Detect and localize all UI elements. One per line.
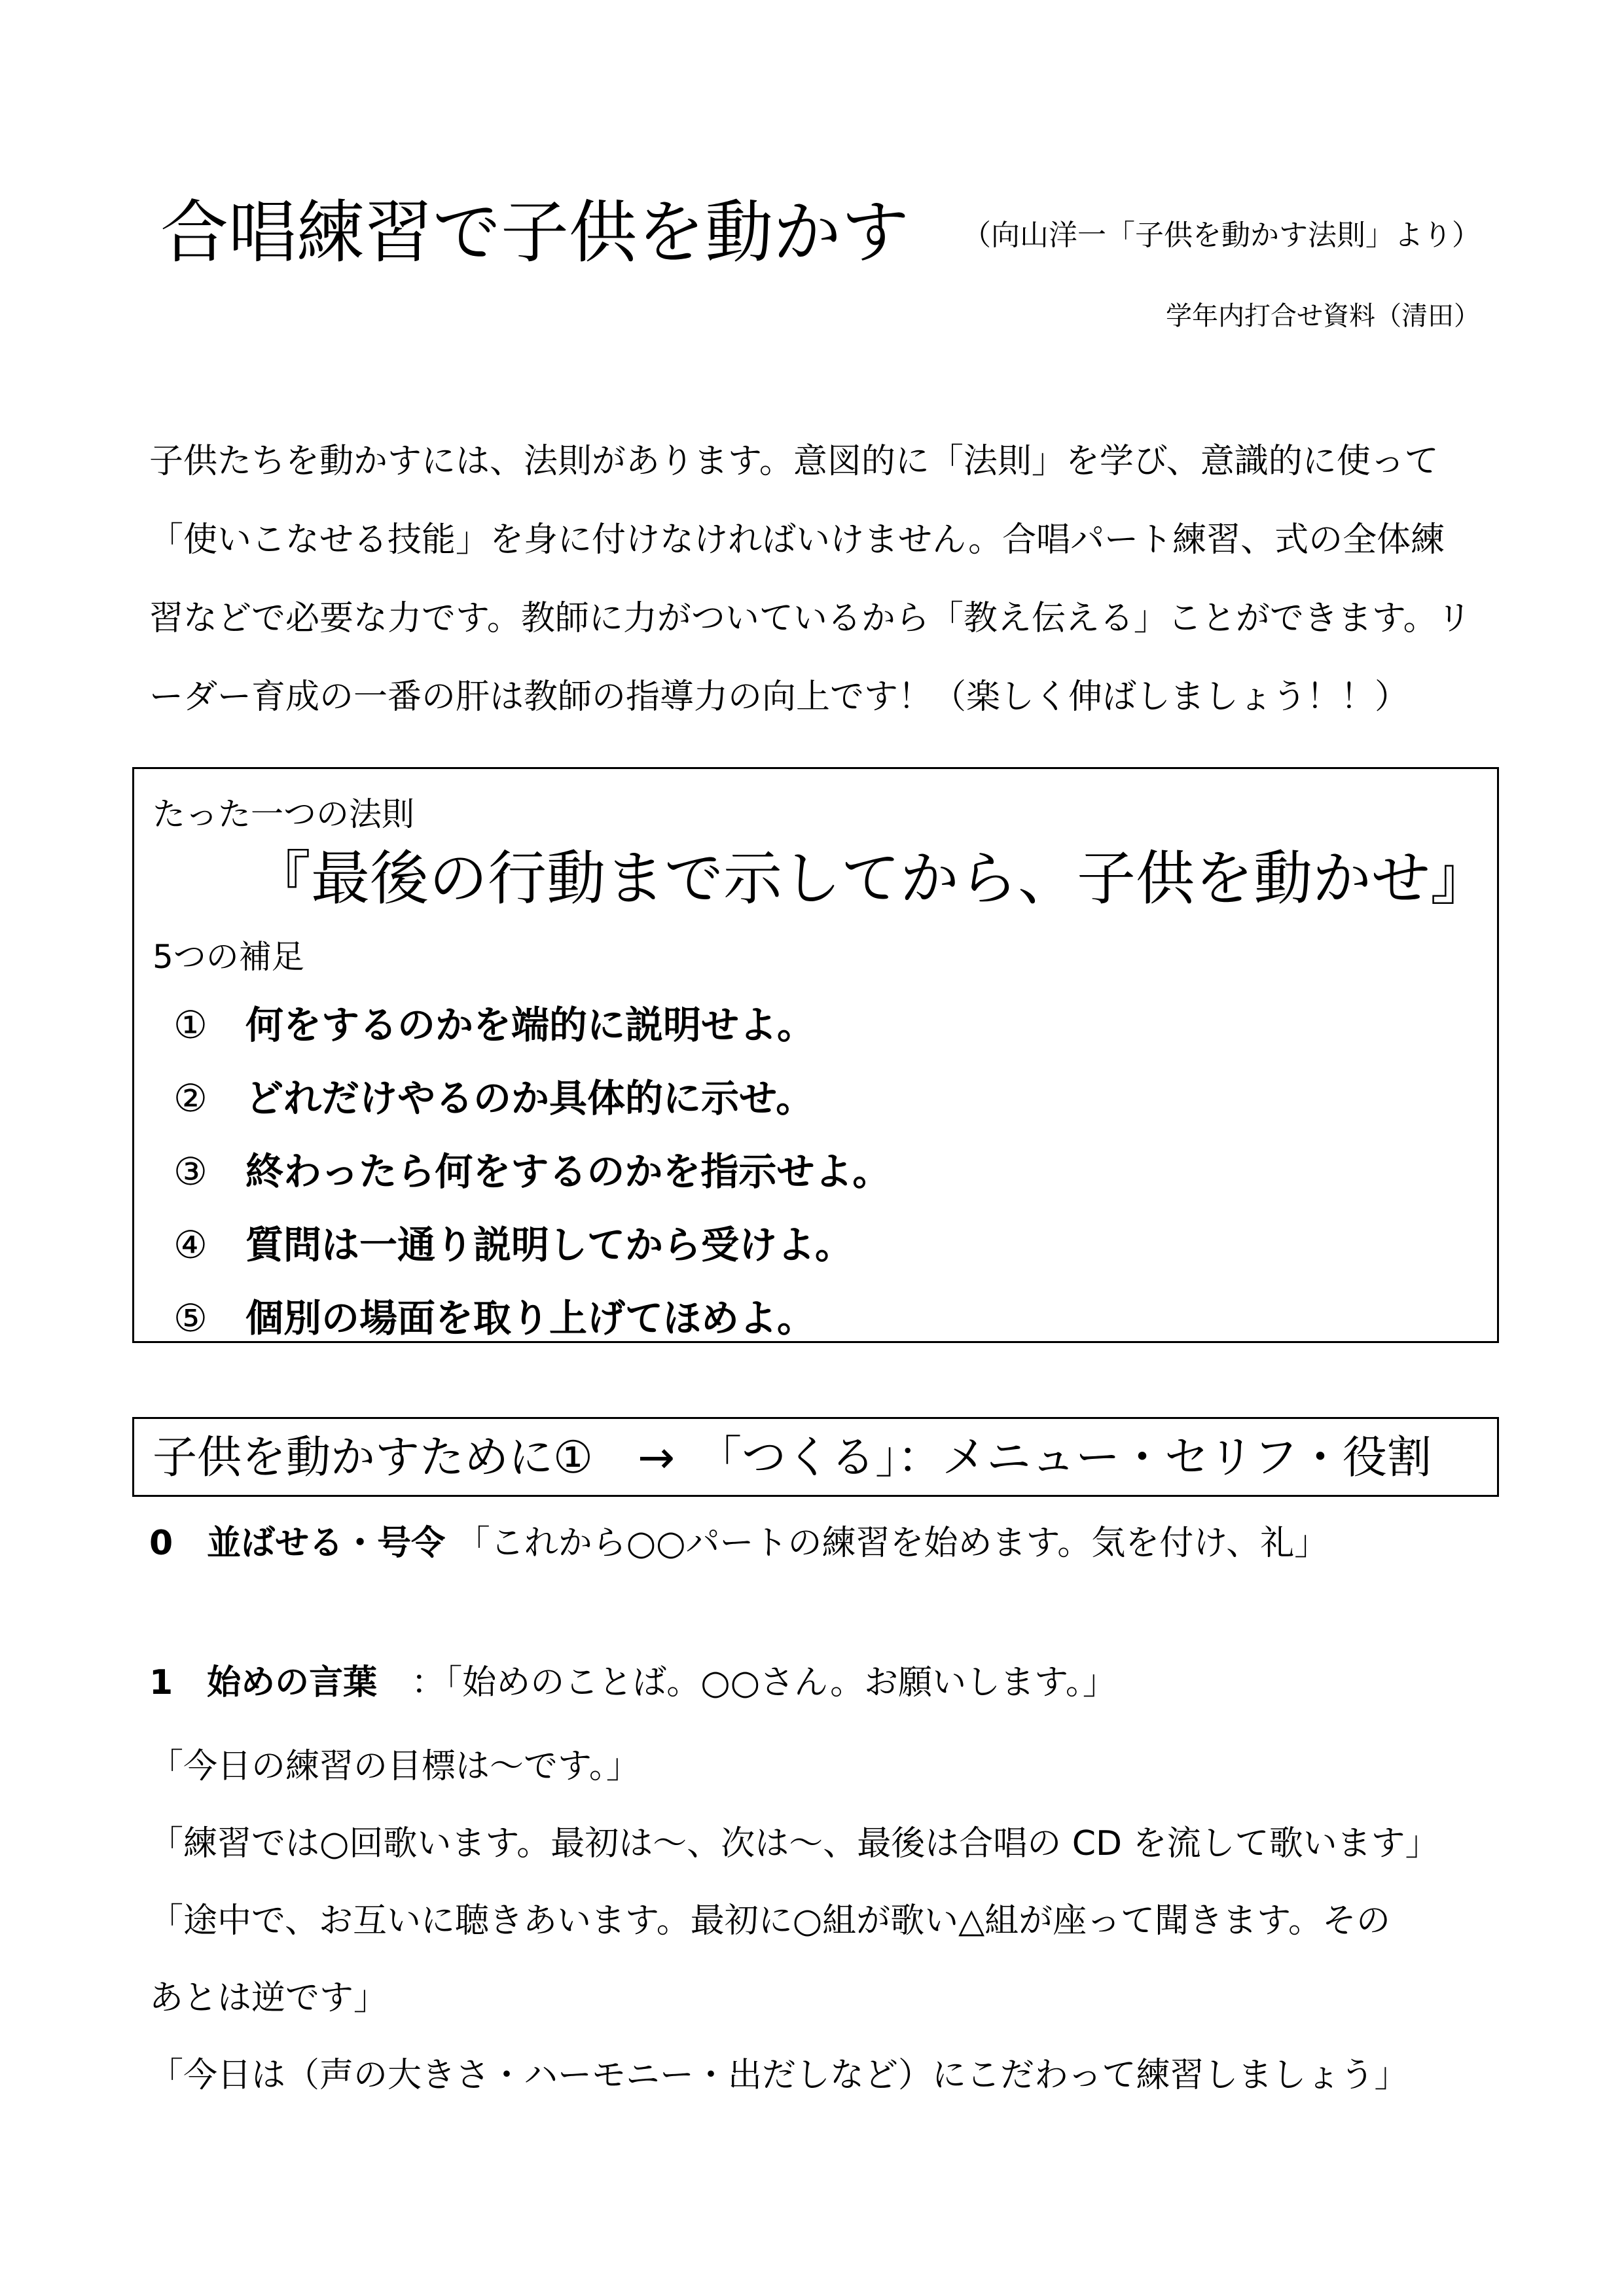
intro-line: 「使いこなせる技能」を身に付けなければいけません。合唱パート練習、式の全体練 [149, 520, 1445, 560]
item-text: どれだけやるのか具体的に示せ。 [245, 1076, 814, 1121]
item-number: ① [173, 1003, 208, 1047]
quote-line: 「途中で、お互いに聴きあいます。最初に○組が歌い△組が座って聞きます。その [149, 1901, 1391, 1941]
item-number: ② [173, 1076, 208, 1121]
section-heading-box [132, 1417, 1499, 1497]
item-text: 終わったら何をするのかを指示せよ。 [245, 1149, 891, 1194]
rule-intro: たった一つの法則 [153, 795, 414, 833]
supplement-list [173, 988, 890, 1355]
item-number: ⑤ [173, 1296, 208, 1340]
supplement-heading: 5つの補足 [153, 938, 304, 976]
list-item [173, 1208, 890, 1282]
intro-paragraph [149, 422, 1485, 736]
rule-statement: 『最後の行動まで示してから、子供を動かせ』 [252, 844, 1489, 913]
list-item [173, 988, 890, 1062]
item-text: 個別の場面を取り上げてほめよ。 [245, 1296, 816, 1340]
section-heading: 子供を動かすために① → 「つくる」：メニュー・セリフ・役割 [153, 1432, 1432, 1484]
step-1 [149, 1659, 1117, 1706]
quote-line: 「今日の練習の目標は～です。」 [149, 1747, 640, 1786]
item-number: ④ [173, 1223, 208, 1267]
item-text: 何をするのかを端的に説明せよ。 [245, 1003, 816, 1047]
list-item [173, 1282, 890, 1355]
step-label: 0 並ばせる・号令 [149, 1524, 446, 1563]
quote-line: あとは逆です」 [149, 1979, 388, 2018]
rule-box [132, 767, 1499, 1343]
intro-line: ーダー育成の一番の肝は教師の指導力の向上です！（楽しく伸ばしましょう！！） [149, 677, 1409, 717]
step-label: 1 始めの言葉 [149, 1663, 378, 1702]
intro-line: 習などで必要な力です。教師に力がついているから「教え伝える」ことができます。リ [149, 599, 1471, 638]
item-number: ③ [173, 1149, 208, 1194]
step-separator: ： [411, 1663, 446, 1702]
page-subtitle: （向山洋一「子供を動かす法則」より） [962, 219, 1481, 252]
quote-line: 「練習では○回歌います。最初は～、次は～、最後は合唱の CD を流して歌います」 [149, 1824, 1439, 1863]
script-quotes [149, 1728, 1439, 2114]
step-0 [149, 1520, 1328, 1567]
department-note: 学年内打合せ資料（清田） [1166, 301, 1480, 331]
quote-line: 「今日は（声の大きさ・ハーモニー・出だしなど）にこだわって練習しましょう」 [149, 2056, 1409, 2095]
list-item [173, 1135, 890, 1208]
step-text: 「これから○○パートの練習を始めます。気を付け、礼」 [456, 1524, 1329, 1563]
step-text: 「始めのことば。○○さん。お願いします。」 [445, 1663, 1117, 1702]
list-item [173, 1062, 890, 1135]
page-title: 合唱練習で子供を動かす [160, 192, 910, 272]
item-text: 質問は一通り説明してから受けよ。 [245, 1223, 854, 1267]
intro-line: 子供たちを動かすには、法則があります。意図的に「法則」を学び、意識的に使って [149, 442, 1439, 481]
